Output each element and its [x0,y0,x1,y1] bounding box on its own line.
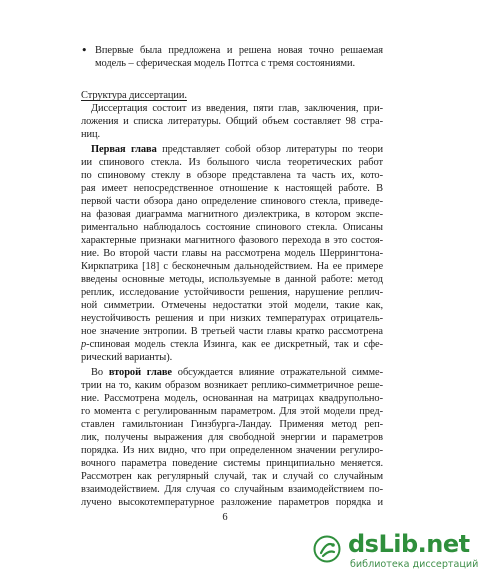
chapter1-lead-bold: Первая глава [91,144,157,155]
chapter1-line: первой части обзора дано определение спинового стекла, приведе- [81,196,383,207]
chapter1-pspin-line [81,338,383,351]
chapter2-lead-line [91,366,383,379]
chapter1-line: характерные признаки магнитного фазового перехода в это состоя- [81,235,383,246]
chapter2-line: лучено высокотемпературное разложение параметров порядка и [81,497,383,508]
chapter1-line: ное значение энтропии. В третьей части главы кратко рассмотрена [81,326,383,337]
chapter2-line: ставлен гамильтониан Гинзбурга-Ландау. Применяя метод реп- [81,419,383,430]
chapter1-line: на фазовая диаграмма магнитного диэлектрика, в котором экспе- [81,209,383,220]
chapter1-line: ной симметрии. Отмечены недостатки этой модели, такие как, [81,300,383,311]
chapter2-line: взаимодействием. Для случая со случайным взаимодействием по- [81,484,383,495]
page-number: 6 [222,512,228,523]
chapter1-line: Киркпатрика [18] с бесконечным дальнодействием. На ее примере [81,261,383,272]
dslib-logo-icon [312,534,342,564]
chapter1-last-line: рический варианты). [81,352,173,363]
chapter1-line: по спиновому стеклу в обзоре представлена та часть их, кото- [81,170,383,181]
chapter1-line: введены основные методы, используемые в данной работе: метод [81,274,383,285]
bullet-line-2: модель – сферическая модель Поттса с тремя состояниями. [95,58,356,69]
structure-line-1: Диссертация состоит из введения, пяти глав, заключения, при- [91,103,383,114]
chapter1-pspin-italic: p [81,339,87,350]
chapter1-lead-line [91,143,383,156]
bullet-line-1: Впервые была предложена и решена новая точно решаемая [95,45,383,56]
chapter1-line: рая имеет непосредственное отношение к настоящей работе. В [81,183,383,194]
structure-line-2: ложения и списка литературы. Общий объем составляет 98 стра- [81,116,383,127]
chapter1-line: риментально наблюдалось состояние спинового стекла. Описаны [81,222,383,233]
chapter1-line: ии спинового стекла. Из большого числа теоретических работ [81,157,383,168]
structure-line-3: ниц. [81,129,101,140]
chapter2-line: ние. Рассмотрена модель, основанная на матрицах квадрупольно- [81,393,383,404]
chapter1-pspin-rest: -спиновая модель стекла Изинга, как ее дискретный, так и сфе- [86,339,383,350]
chapter1-line: неустойчивость решения и при низких температурах отрицатель- [81,313,383,324]
chapter1-line: реплик, исследование устойчивости решения, нарушение реплич- [81,287,383,298]
bullet-marker: • [81,44,88,57]
chapter2-line: лик, получены выражения для свободной энергии и параметров [81,432,383,443]
watermark-brand: dsLib.net [348,530,470,558]
chapter2-lead-rest: обсуждается влияние отражательной симме- [172,367,383,378]
chapter1-line: ние. Во второй части главы на рассмотрена модель Шеррингтона- [81,248,383,259]
chapter2-lead-pre: Во [91,367,109,378]
watermark-tagline: библиотека диссертаций [350,559,478,570]
chapter2-line: вочного параметра поведение системы принципиально меняется. [81,458,383,469]
chapter2-line: трии на то, каким образом возникает реплико-симметричное реше- [81,380,383,391]
chapter2-line: порядка. Из них видно, что при определенном значении регулиро- [81,445,383,456]
chapter2-lead-bold: второй главе [108,367,172,378]
chapter2-line: Рассмотрен как регулярный случай, так и случай со случайным [81,471,383,482]
watermark [312,528,478,578]
section-heading-structure: Структура диссертации. [81,90,187,101]
chapter2-line: го момента с регулированным параметром. Для этой модели пред- [81,406,383,417]
chapter1-lead-rest: представляет собой обзор литературы по теори [156,144,383,155]
